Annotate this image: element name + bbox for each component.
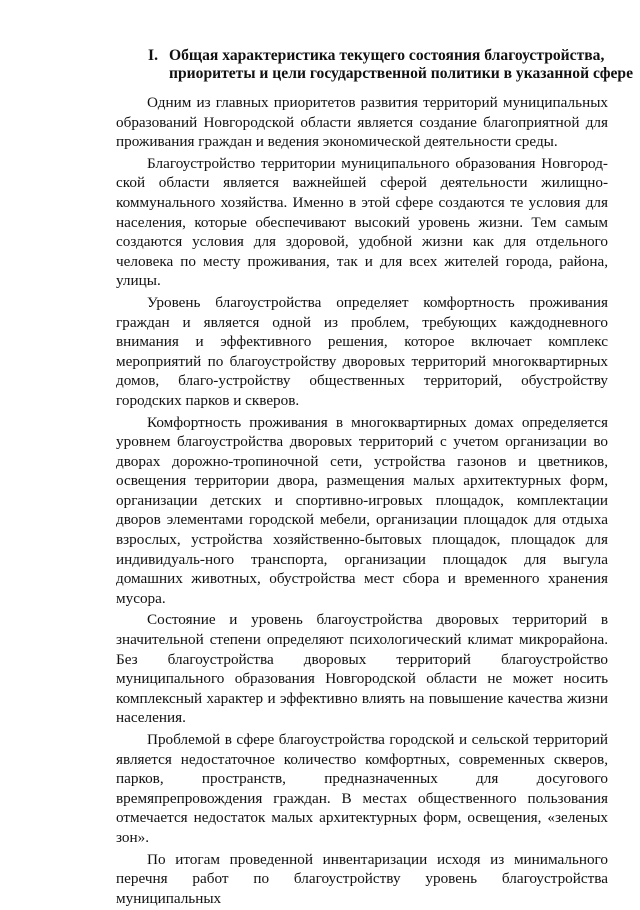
document-body xyxy=(116,93,608,910)
paragraph: Уровень благоустройства определяет комфортность проживания граждан и является одной из проблем, требующих каждодневного внимания и эффективного решения, которое включает комплекс мероприятий по благоустройству дворовых территорий многоквартирных домов, благо-устройству общественных территорий, обустройству городских парков и скверов. xyxy=(116,293,608,409)
section-heading-line-1: Общая характеристика текущего состояния благоустройства, xyxy=(169,47,605,64)
section-heading xyxy=(148,47,633,83)
paragraph: Проблемой в сфере благоустройства городской и сельской территорий является недостаточное количество комфортных, современных скверов, парков, пространств, предназначенных для досугового времяпрепровождения граждан. В местах общественного пользования отмечается недостаток малых архитектурных форм, освещения, «зеленых зон». xyxy=(116,731,608,846)
paragraph: Одним из главных приоритетов развития территорий муниципальных образований Новгородской области является создание благоприятной для проживания граждан и ведения экономической деятельности среды. xyxy=(116,94,608,151)
paragraph: По итогам проведенной инвентаризации исходя из минимального перечня работ по благоустройству уровень благоустройства муниципальных xyxy=(116,850,608,907)
section-number: I. xyxy=(148,47,158,64)
section-heading-line-2: приоритеты и цели государственной политики в указанной сфере xyxy=(169,65,633,82)
paragraph: Комфортность проживания в многоквартирных домах определяется уровнем благоустройства дворовых территорий с учетом организации во дворах дорожно-тропиночной сети, устройства газонов и цветников, освещения территории двора, размещения малых архитектурных форм, организации детских и спортивно-игровых площадок, комплектации дворов элементами городской мебели, организации площадок для отдыха взрослых, устройства хозяйственно-бытовых площадок, площадок для индивидуаль-ного транспорта, организации площадок для выгула домашних животных, обустройства мест сбора и временного хранения мусора. xyxy=(116,413,608,607)
paragraph: Благоустройство территории муниципального образования Новгород-ской области является важнейшей сферой деятельности жилищно-коммунального хозяйства. Именно в этой сфере создаются те условия для населения, которые обеспечивают высокий уровень жизни. Тем самым создаются условия для здоровой, удобной жизни как для отдельного человека по месту проживания, так и для всех жителей города, района, улицы. xyxy=(116,154,608,290)
paragraph: Состояние и уровень благоустройства дворовых территорий в значительной степени определяют психологический климат микрорайона. Без благоустройства дворовых территорий благоустройство муниципального образования Новгородской области не может носить комплексный характер и эффективно влиять на повышение качества жизни населения. xyxy=(116,611,608,727)
